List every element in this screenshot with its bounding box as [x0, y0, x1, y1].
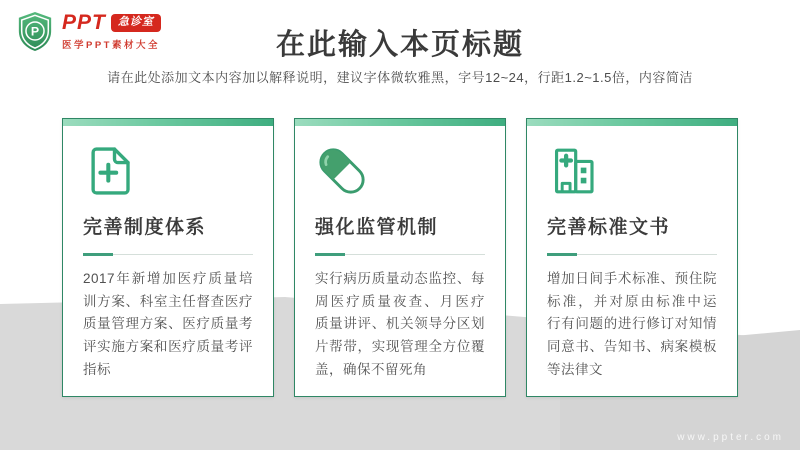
card-body: 增加日间手术标准、预住院标准，并对原由标准中运 行有问题的进行修订对知情同意书、告知书、病案模板等法律文 [547, 271, 717, 377]
card-topbar [63, 119, 273, 126]
watermark-url: www.ppter.com [677, 432, 784, 443]
shield-logo-icon [16, 10, 54, 52]
card-topbar [295, 119, 505, 126]
card-divider [547, 254, 717, 255]
page-subtitle: 请在此处添加文本内容加以解释说明，建议字体微软雅黑，字号12~24，行距1.2~1.5倍，内容简洁 [107, 70, 693, 85]
card-divider [83, 254, 253, 255]
card-title: 完善标准文书 [547, 217, 671, 238]
logo-brand: PPT [62, 11, 106, 34]
card-title: 完善制度体系 [83, 217, 207, 238]
card-supervision-mechanism [294, 118, 506, 397]
page-title: 在此输入本页标题 [275, 29, 524, 61]
logo-text [62, 10, 161, 51]
card-institution-system [62, 118, 274, 397]
card-title: 强化监管机制 [315, 217, 439, 238]
cards-row [62, 118, 738, 397]
logo-badge: 急诊室 [111, 14, 161, 32]
logo [16, 10, 161, 52]
shield-letter: P [30, 24, 40, 39]
hospital-icon [547, 144, 601, 198]
card-body: 2017年新增加医疗质量培训方案、科室主任督查医疗 质量管理方案、医疗质量考评实施方案和医疗质量考评指标 [83, 271, 253, 377]
logo-tagline: 医学PPT素材大全 [62, 40, 160, 51]
card-body: 实行病历质量动态监控、每周医疗质量夜查、月医疗 质量讲评、机关领导分区划片帮带，实现管理全方位覆盖，确保不留死角 [315, 271, 485, 377]
capsule-icon [315, 144, 369, 198]
card-topbar [527, 119, 737, 126]
card-divider [315, 254, 485, 255]
card-standard-documents [526, 118, 738, 397]
document-plus-icon [83, 144, 137, 198]
